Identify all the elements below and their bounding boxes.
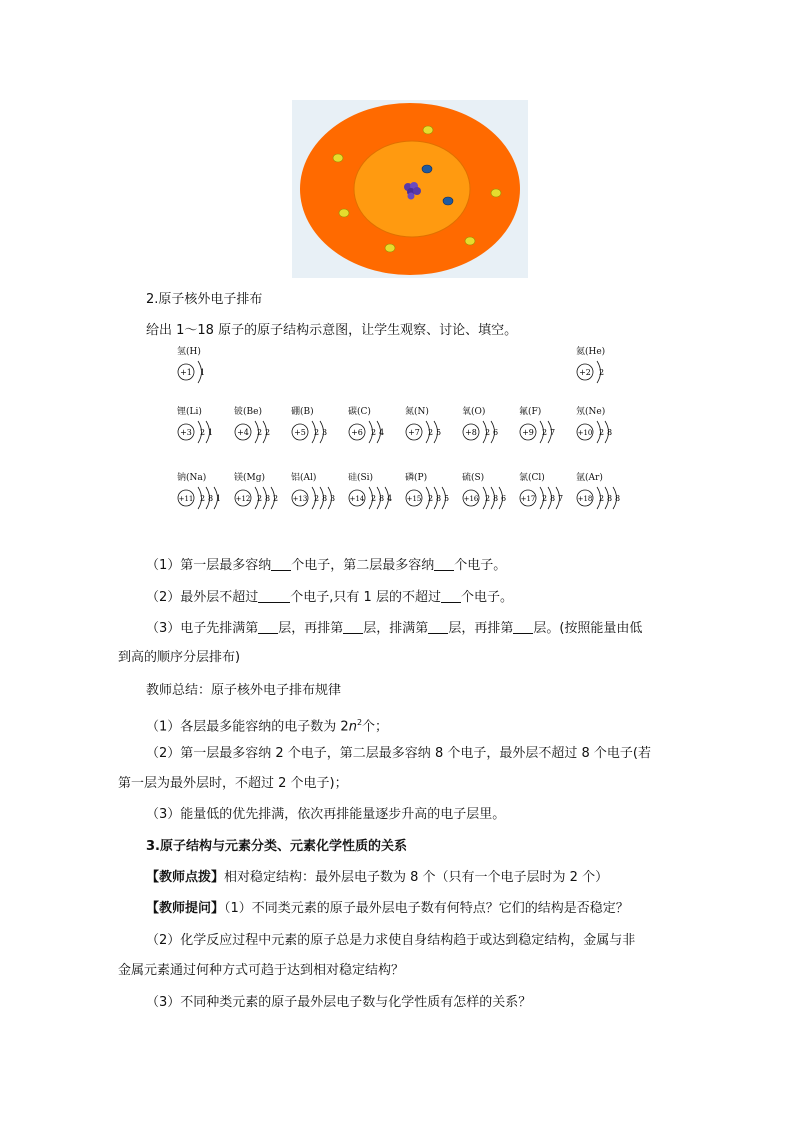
shell-electron-count: 3 [322,428,328,437]
element-name: 氟(F) [519,407,542,417]
nuclear-charge: +2 [579,368,591,377]
electron [491,189,501,197]
element-name: 锂(Li) [177,407,202,417]
shell-electron-count: 2 [542,494,548,503]
shell-electron-count: 2 [371,494,377,503]
shell-electron-count: 8 [493,494,499,503]
electron [385,244,395,252]
shell-electron-count: 2 [200,494,206,503]
blank [258,590,290,603]
blank [441,590,461,603]
shell-electron-count: 6 [493,428,499,437]
nuclear-charge: +10 [577,429,593,437]
question-3-continued: 到高的顺序分层排布) [118,650,241,665]
question-3: （3）电子先排满第 层，再排第 层，排满第 层，再排第 层。(按照能量由低 [146,621,643,636]
shell-electron-count: 7 [550,428,556,437]
intro-text: 给出 1～18 原子的原子结构示意图，让学生观察、讨论、填空。 [146,323,518,338]
atom-diagram [170,404,230,450]
electron [339,209,349,217]
atom-diagram [398,404,458,450]
rule-2-line-1: （2）第一层最多容纳 2 个电子，第二层最多容纳 8 个电子，最外层不超过 8 个电子(若 [146,746,651,761]
teacher-question: 【教师提问】（1）不同类元素的原子最外层电子数有何特点？它们的结构是否稳定？ [146,901,629,916]
question-1: （1）第一层最多容纳 个电子，第二层最多容纳 个电子。 [146,558,507,573]
nucleon [408,193,415,200]
atom-diagram [170,344,230,390]
summary-title: 教师总结：原子核外电子排布规律 [146,683,342,698]
shell-electron-count: 2 [265,428,271,437]
nuclear-charge: +6 [351,428,363,437]
element-name: 硅(Si) [348,473,374,483]
shell-electron-count: 2 [599,368,605,377]
atom-structure-svg [569,358,639,392]
nuclear-charge: +4 [237,428,249,437]
electron [465,237,475,245]
shell-electron-count: 2 [542,428,548,437]
blank [271,558,291,571]
element-name: 氧(O) [462,407,486,417]
shell-electron-count: 2 [599,494,605,503]
element-name: 碳(C) [348,407,371,417]
shell-electron-count: 8 [208,494,214,503]
electron [423,126,433,134]
atom-diagram [227,404,287,450]
element-name: 磷(P) [405,473,428,483]
element-name: 氦(He) [576,347,606,357]
blank [428,621,448,634]
atom-model-figure [292,100,528,278]
element-name: 氢(H) [177,347,201,357]
element-name: 氩(Ar) [576,473,603,483]
rule-2-line-2: 第一层为最外层时，不超过 2 个电子)； [118,776,348,791]
shell-electron-count: 7 [558,494,564,503]
nuclear-charge: +16 [463,495,479,503]
atom-diagram [512,470,572,516]
shell-electron-count: 4 [387,494,393,503]
atom-diagram [455,404,515,450]
shell-electron-count: 4 [379,428,385,437]
shell-electron-count: 2 [485,494,491,503]
atom-structure-svg [569,484,639,518]
shell-electron-count: 8 [436,494,442,503]
atom-diagram [341,404,401,450]
element-name: 铝(Al) [291,473,317,483]
atom-diagram [341,470,401,516]
atomic-structure-grid [170,344,630,524]
nuclear-charge: +9 [522,428,534,437]
element-name: 镁(Mg) [234,473,265,483]
nuclear-charge: +12 [235,495,251,503]
rule-3: （3）能量低的优先排满，依次再排能量逐步升高的电子层里。 [146,807,506,822]
atom-diagram [569,404,629,450]
atom-diagram [569,344,629,390]
teacher-tip: 【教师点拨】相对稳定结构：最外层电子数为 8 个（只有一个电子层时为 2 个） [146,870,609,885]
shell-electron-count: 2 [428,428,434,437]
electron [422,165,432,173]
nuclear-charge: +5 [294,428,306,437]
nuclear-charge: +13 [292,495,308,503]
shell-electron-count: 8 [379,494,385,503]
shell-electron-count: 2 [485,428,491,437]
blank [434,558,454,571]
shell-electron-count: 8 [265,494,271,503]
electron [333,154,343,162]
element-name: 氖(Ne) [576,407,606,417]
shell-electron-count: 2 [200,428,206,437]
shell-electron-count: 2 [314,428,320,437]
nuclear-charge: +1 [180,368,192,377]
shell-electron-count: 8 [322,494,328,503]
element-name: 铍(Be) [234,407,262,417]
question-2-line-2: 金属元素通过何种方式可趋于达到相对稳定结构？ [118,963,405,978]
shell-electron-count: 8 [607,428,613,437]
element-name: 硫(S) [462,473,485,483]
question-2-line-1: （2）化学反应过程中元素的原子总是力求使自身结构趋于或达到稳定结构，金属与非 [146,933,636,948]
shell-electron-count: 3 [330,494,336,503]
blank [513,621,533,634]
shell-electron-count: 2 [371,428,377,437]
atom-diagram [455,470,515,516]
electron [443,197,453,205]
shell-electron-count: 5 [444,494,450,503]
nuclear-charge: +18 [577,495,593,503]
shell-electron-count: 8 [607,494,613,503]
atom-diagram [569,470,629,516]
blank [343,621,363,634]
shell-electron-count: 8 [550,494,556,503]
shell-electron-count: 2 [599,428,605,437]
rule-1: （1）各层最多能容纳的电子数为 $2n^2$个； [146,718,389,735]
nuclear-charge: +14 [349,495,365,503]
shell-electron-count: 2 [257,428,263,437]
shell-electron-count: 1 [208,428,214,437]
shell-electron-count: 5 [436,428,442,437]
shell-electron-count: 6 [501,494,507,503]
shell-electron-count: 1 [216,494,222,503]
atom-diagram [284,470,344,516]
atom-model-svg [292,100,528,278]
element-name: 氮(N) [405,407,429,417]
shell-electron-count: 2 [428,494,434,503]
shell-electron-count: 8 [615,494,621,503]
nuclear-charge: +8 [465,428,477,437]
shell-electron-count: 2 [273,494,279,503]
shell-electron-count: 2 [314,494,320,503]
atom-structure-svg [569,418,639,452]
nuclear-charge: +17 [520,495,536,503]
atom-diagram [170,470,230,516]
nuclear-charge: +11 [178,495,194,503]
question-2: （2）最外层不超过 个电子,只有 1 层的不超过 个电子。 [146,590,513,605]
nucleon [413,187,421,195]
section3-title: 3.原子结构与元素分类、元素化学性质的关系 [146,839,407,854]
atom-diagram [512,404,572,450]
blank [258,621,278,634]
question-3-text: （3）不同种类元素的原子最外层电子数与化学性质有怎样的关系？ [146,995,532,1010]
nuclear-charge: +3 [180,428,192,437]
element-name: 硼(B) [291,407,314,417]
nuclear-charge: +7 [408,428,420,437]
atom-diagram [227,470,287,516]
element-name: 氯(Cl) [519,473,545,483]
section2-title: 2.原子核外电子排布 [146,292,263,307]
atom-diagram [398,470,458,516]
shell-electron-count: 2 [257,494,263,503]
atom-diagram [284,404,344,450]
nuclear-charge: +15 [406,495,422,503]
shell-electron-count: 1 [200,368,206,377]
atom-structure-svg [170,358,240,392]
element-name: 钠(Na) [177,473,207,483]
